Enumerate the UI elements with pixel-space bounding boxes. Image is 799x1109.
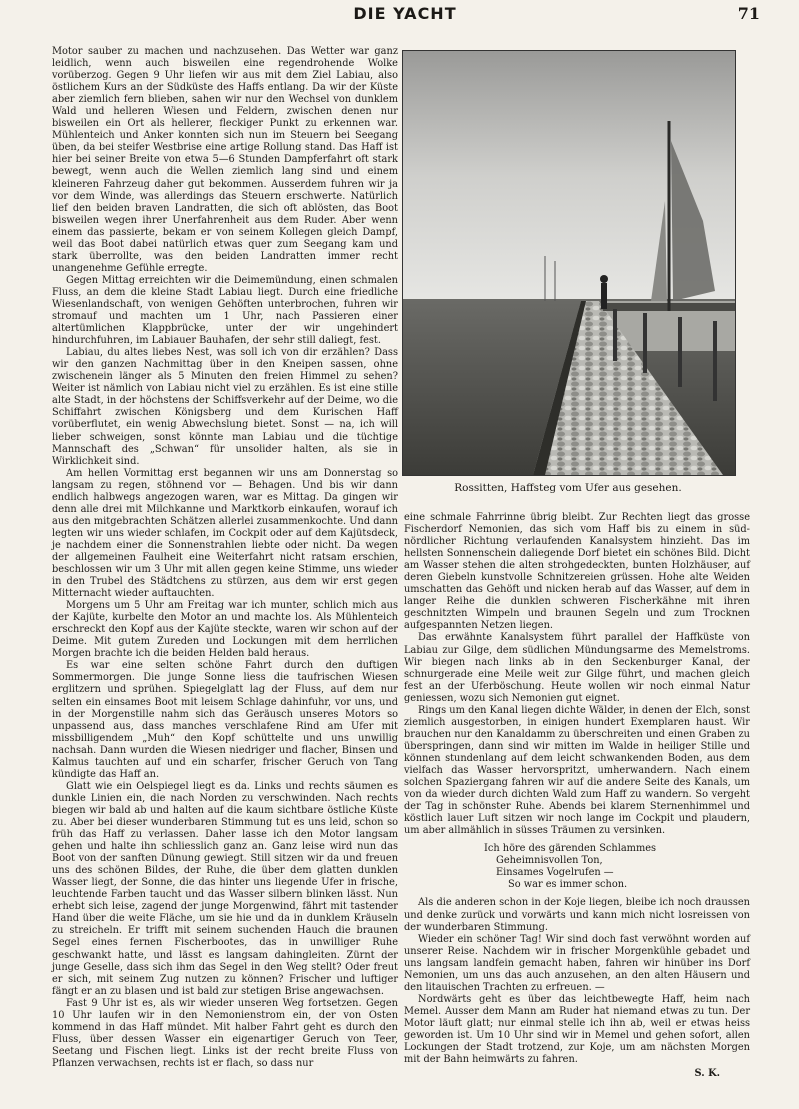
paragraph: Glatt wie ein Oelspiegel liegt es da. Links und rechts säumen es dunkle Linien ein, die nach Norden zu verschwinden. Nach rechts biegen wir bald ab und halten auf die kaum sichtbare östliche Küste zu. Aber bei dieser wunderbaren Stimmung tut es uns leid, schon so früh das Haff zu verlassen. Daher lasse ich den Motor langsam gehen und halte ihn schliesslich ganz an. Ganz leise wird nun das Boot von der sanften Dünung gewiegt. Still sitzen wir da und freuen uns des schönen Bildes, der Ruhe, die über dem glatten dunklen Wasser liegt, der Sonne, die das hinter uns liegende Ufer in frische, leuchtende Farben taucht und das Wasser silbern blinken lässt. Nun erhebt sich leise, zagend der junge Morgenwind, fährt mit tastender Hand über die weite Fläche, um sie hie und da in dunklem Kräuseln zu streicheln. Er trifft mit seinem suchenden Hauch die braunen Segel eines fernen Fischerbootes, das in unwilliger Ruhe geschwankt hatte, und lässt es langsam dahingleiten. Zürnt der junge Geselle, dass sich ihm das Segel in den Weg stellt? Oder freut er sich, mit seinem Zug nutzen zu können? Frischer und luftiger fängt er an zu blasen und ist bald zur stetigen Brise angewachsen. (52, 780, 398, 997)
paragraph: Nordwärts geht es über das leichtbewegte Haff, heim nach Memel. Ausser dem Mann am Ruder hat niemand etwas zu tun. Der Motor läuft glatt; nur einmal stelle ich ihn ab, weil er etwas heiss geworden ist. Um 10 Uhr sind wir in Memel und gehen sofort, allen Lockungen der Stadt trotzend, zur Koje, um am nächsten Morgen mit der Bahn heimwärts zu fahren. (404, 993, 750, 1066)
paragraph: Fast 9 Uhr ist es, als wir wieder unseren Weg fortsetzen. Gegen 10 Uhr laufen wir in den Nemonienstrom ein, der von Osten kommend in das Haff mündet. Mit halber Fahrt geht es durch den Fluss, über dessen Wasser ein eigenartiger Geruch von Teer, Seetang und Fischen liegt. Links ist der recht breite Fluss von Pflanzen verwachsen, rechts ist er flach, so dass nur (52, 997, 398, 1069)
paragraph: Es war eine selten schöne Fahrt durch den duftigen Sommermorgen. Die junge Sonne liess die taufrischen Wiesen erglitzern und sprühen. Spiegelglatt lag der Fluss, auf dem nur selten ein einsames Boot mit leisem Schlage dahinfuhr, vor uns, und in der Morgenstille nahm sich das Geräusch unseres Motors so unpassend aus, dass manches verschlafene Rind am Ufer mit missbilligendem „Muh“ den Kopf schüttelte und uns unwillig nachsah. Dann wurden die Wiesen niedriger und flacher, Binsen und Kalmus tauchten auf und ein scharfer, frischer Geruch von Tang kündigte das Haff an. (52, 660, 398, 780)
paragraph: Als die anderen schon in der Koje liegen, bleibe ich noch draussen und denke zurück und vorwärts und kann mich nicht losreissen von der wunderbaren Stimmung. (404, 897, 750, 933)
page-header (50, 4, 760, 26)
poem-line: Geheimnisvollen Ton, (496, 855, 603, 867)
poem-line: Einsames Vogelrufen — (496, 867, 614, 879)
paragraph: Das erwähnte Kanalsystem führt parallel der Haffküste von Labiau zur Gilge, dem südlichen Mündungsarme des Memelstroms. Wir biegen nach links ab in den Seckenburger Kanal, der schnurgerade eine Meile weit zur Gilge führt, und machen gleich fest an der Uferböschung. Heute wollen wir noch einmal Natur geniessen, wozu sich Nemonien gut eignet. (404, 632, 750, 704)
paragraph: eine schmale Fahrrinne übrig bleibt. Zur Rechten liegt das grosse Fischerdorf Nemonien, das sich vom Haff bis zu einem in süd-nördlicher Richtung verlaufenden Kanalsystem hinzieht. Das im hellsten Sonnenschein daliegende Dorf bietet ein schönes Bild. Dicht am Wasser stehen die alten strohgedeckten, bunten Holzhäuser, auf deren Giebeln kunstvolle Schnitzereien grüssen. Hohe alte Weiden umschatten das Gehöft und nicken herab auf das Wasser, auf dem in langer Reihe die dunklen schweren Fischerkähne mit ihren geschnitzten Wimpeln und braunen Segeln und zum Trocknen aufgespannten Netzen liegen. (404, 512, 750, 632)
poem (484, 843, 750, 891)
paragraph: Wieder ein schöner Tag! Wir sind doch fast verwöhnt worden auf unserer Reise. Nachdem wir in frischer Morgenkühle gebadet und uns langsam landfein gemacht haben, fahren wir hinüber ins Dorf Nemonien, um uns das auch anzusehen, an den alten Häusern und den litauischen Trachten zu erfreuen. — (404, 933, 750, 993)
paragraph: Motor sauber zu machen und nachzusehen. Das Wetter war ganz leidlich, wenn auch bisweilen eine regendrohende Wolke vorüberzog. Gegen 9 Uhr liefen wir aus mit dem Ziel Labiau, also östlichem Kurs an der Südküste des Haffs entlang. Da wir der Küste aber ziemlich fern blieben, sahen wir nur den Wechsel von dunklem Wald und helleren Wiesen und Feldern, zwischen denen nur bisweilen ein Ort als hellerer, fleckiger Punkt zu erkennen war. Mühlenteich und Anker konnten sich nun im Steuern bei Seegang üben, da bei steifer Westbrise eine artige Rollung stand. Das Haff ist hier bei seiner Breite von etwa 5—6 Stunden Dampferfahrt oft stark bewegt, wenn auch die Wellen ziemlich lang sind und einem kleineren Fahrzeug daher gut bekommen. Ausserdem fuhren wir ja vor dem Winde, was allerdings das Steuern erschwerte. Natürlich lief den beiden braven Landratten, die sich oft ablösten, das Boot bisweilen wegen ihrer Unerfahrenheit aus dem Ruder. Aber wenn einem das passierte, bekam er von seinem Kollegen gleich Dampf, weil das Boot dabei natürlich etwas quer zum Seegang kam und stark überrollte, was den beiden Landratten immer recht unangenehme Gefühle erregte. (52, 46, 398, 274)
paragraph: Labiau, du altes liebes Nest, was soll ich von dir erzählen? Dass wir den ganzen Nachmittag über in den Kneipen sassen, ohne zwischenein länger als 5 Minuten den freien Himmel zu sehen? Weiter ist nämlich von Labiau nicht viel zu erzählen. Es ist eine stille alte Stadt, in der höchstens der Schiffsverkehr auf der Deime, wo die Schiffahrt zwischen Königsberg und dem Kurischen Haff vorüberflutet, ein wenig Abwechslung bietet. Sonst — na, ich will lieber schweigen, sonst könnte man Labiau und die tüchtige Mannschaft des „Schwan“ für unsolider halten, als sie in Wirklichkeit sind. (52, 347, 398, 467)
right-column (404, 512, 750, 1097)
photo-illustration (403, 51, 735, 475)
paragraph: Morgens um 5 Uhr am Freitag war ich munter, schlich mich aus der Kajüte, kurbelte den Motor an und machte los. Als Mühlenteich erschreckt den Kopf aus der Kajüte steckte, waren wir schon auf der Deime. Mit gutem Zureden und Lockungen mit dem herrlichen Morgen brachte ich die beiden Helden bald heraus. (52, 600, 398, 660)
paragraph: Rings um den Kanal liegen dichte Wälder, in denen der Elch, sonst ziemlich ausgestorben, in einigen hundert Exemplaren haust. Wir brauchen nur den Kanaldamm zu überschreiten und einen Graben zu überspringen, dann sind wir mitten im Walde in heiliger Stille und können stundenlang auf dem leicht schwankenden Boden, aus dem vielfach das Wasser hervorspritzt, umherwandern. Nach einem solchen Spaziergang fahren wir auf die andere Seite des Kanals, um von da wieder durch dichten Wald zum Haff zu wandern. So vergeht der Tag in schönster Ruhe. Abends bei klarem Sternenhimmel und köstlich lauer Luft sitzen wir noch lange im Cockpit und plaudern, um aber allmählich in süsses Träumen zu versinken. (404, 704, 750, 837)
right-column-paragraphs (404, 512, 750, 837)
paragraph: Am hellen Vormittag erst begannen wir uns am Donnerstag so langsam zu regen, stöhnend vor — Behagen. Und bis wir dann endlich halbwegs angezogen waren, war es Mittag. Da gingen wir denn alle drei mit Milchkanne und Marktkorb einkaufen, worauf ich aus den mitgebrachten Schätzen allerlei zusammenkochte. Und dann legten wir uns wieder schlafen, im Cockpit oder auf dem Kajütsdeck, je nachdem einer die Sonnenstrahlen liebte oder nicht. Da wegen der allgemeinen Faulheit eine Weiterfahrt nicht ratsam erschien, beschlossen wir um 3 Uhr mit allen gegen keine Stimme, uns wieder in den Trubel des Städtchens zu stürzen, aus dem wir erst gegen Mitternacht wieder auftauchten. (52, 467, 398, 600)
poem-line: So war es immer schon. (508, 879, 628, 891)
right-column-paragraphs-after (404, 897, 750, 1066)
paragraph: Gegen Mittag erreichten wir die Deimemündung, einen schmalen Fluss, an dem die kleine Stadt Labiau liegt. Durch eine friedliche Wiesenlandschaft, von wenigen Gehöften unterbrochen, fuhren wir stromauf und machten um 1 Uhr, nach Passieren einer altertümlichen Klappbrücke, unter der wir ungehindert hindurchfuhren, im Labiauer Bauhafen, der sehr still daliegt, fest. (52, 274, 398, 347)
journal-title: DIE YACHT (353, 4, 457, 23)
photo-haffsteg (402, 50, 736, 476)
author-signature: S. K. (694, 1068, 720, 1080)
page-number: 71 (737, 4, 760, 23)
photo-caption: Rossitten, Haffsteg vom Ufer aus gesehen. (454, 482, 682, 494)
poem-line: Ich höre des gärenden Schlammes (484, 843, 657, 855)
left-column (52, 46, 398, 1096)
